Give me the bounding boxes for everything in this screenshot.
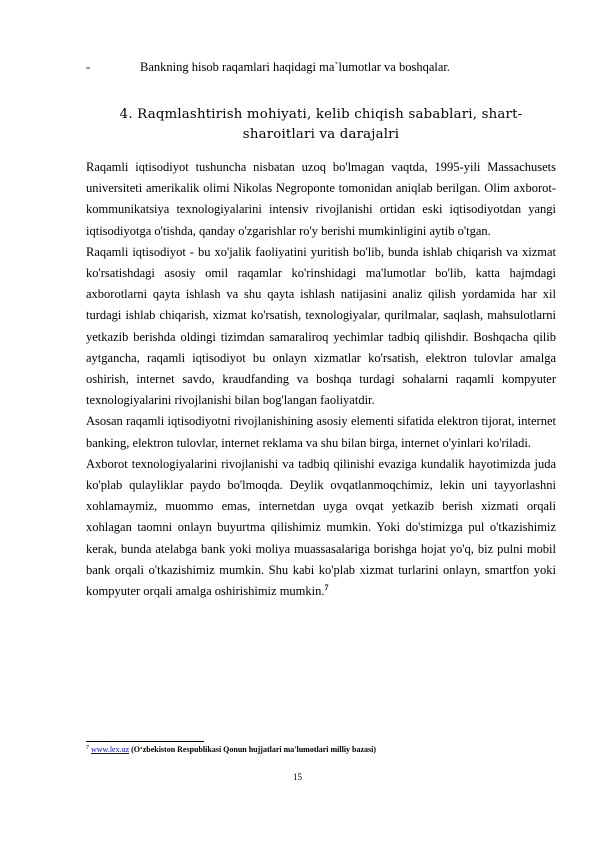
footnote-text: (O‘zbekiston Respublikasi Qonun hujjatlari ma'lumotlari milliy bazasi) xyxy=(131,745,377,754)
paragraph: Raqamli iqtisodiyot - bu xo'jalik faoliyatini yuritish bo'lib, bunda ishlab chiqarish va xizmat ko'rsatishdagi asosiy omil raqamlar ko'rinshidagi ma'lumotlar bo'lib, katta hajmdagi axborotlarni qayta ishlash va shu qayta ishlash natijasini analiz qilish yordamida har xil turdagi ishlab chiqarish, xizmat ko'rsatish, texnologiyalar, qurilmalar, saqlash, mahsulotlarni yetkazib berishda oldingi tizimdan samaraliroq yechimlar tadbiq qilishdir. Boshqacha qilib aytgancha, raqamli iqtisodiyot bu onlayn xizmatlar ko'rsatish, elektron tulovlar amalga oshirish, internet savdo, kraudfanding va boshqa turdagi sohalarni raqamli kompyuter texnologiyalarini rivojlanishi bilan bog'langan faoliyatdir. xyxy=(86,244,556,408)
paragraph-text: Axborot texnologiyalarini rivojlanishi va tadbiq qilinishi evaziga kundalik hayotimizda juda ko'plab qulayliklar paydo bo'lmoqda. Deylik ovqatlanmoqchimiz, lekin uni tayyorlashni xohlamaymiz, muommo emas, internetdan uyga ovqat yetkazib berish xizmati orqali xohlagan taomni onlayn buyurtma qilishimiz mumkin. Yoki do'stimizga pul o'tkazishimiz kerak, bunda atelabga bank yoki moliya muassasalariga borishga hojat yo'q, biz pulni mobil bank orqali o'tkazishimiz mumkin. Shu kabi ko'plab xizmat turlarini onlayn, smartfon yoki kompyuter orqali amalga oshirishimiz mumkin. xyxy=(86,456,556,599)
section-heading xyxy=(86,105,556,145)
footnote xyxy=(86,744,556,755)
paragraph xyxy=(86,454,556,602)
paragraph: Raqamli iqtisodiyot tushuncha nisbatan uzoq bo'lmagan vaqtda, 1995-yili Massachusets universiteti amerikalik olimi Nikolas Negroponte tomonidan aniqlab berilgan. Olim axborot-kommunikatsiya texnologiyalarini intensiv rivojlanishi ortidan eski iqtisodiyotdan yangi iqtisodiyotga o'tishda, qanday o'zgarishlar ro'y berishi mumkinligini aytib o'tgan. xyxy=(86,160,556,238)
page-number: 15 xyxy=(293,772,302,782)
bullet-text: Bankning hisob raqamlari haqidagi ma`lumotlar va boshqalar. xyxy=(140,60,450,74)
paragraph: Asosan raqamli iqtisodiyotni rivojlanishining asosiy elementi sifatida elektron tijorat, internet banking, elektron tulovlar, internet reklama va shu bilan birga, internet o'yinlari ko'riladi. xyxy=(86,414,556,450)
footnote-link[interactable]: www.lex.uz xyxy=(91,745,130,754)
footnote-divider xyxy=(86,741,204,742)
footnote-number: 7 xyxy=(86,745,89,751)
section-heading-line-1: 4. Raqmlashtirish mohiyati, kelib chiqish sabablari, shart- xyxy=(119,107,523,122)
bullet-marker: - xyxy=(86,60,91,74)
body-text xyxy=(86,157,556,602)
footnote-reference[interactable]: 7 xyxy=(324,583,329,593)
section-heading-line-2: sharoitlari va darajalri xyxy=(242,127,400,142)
